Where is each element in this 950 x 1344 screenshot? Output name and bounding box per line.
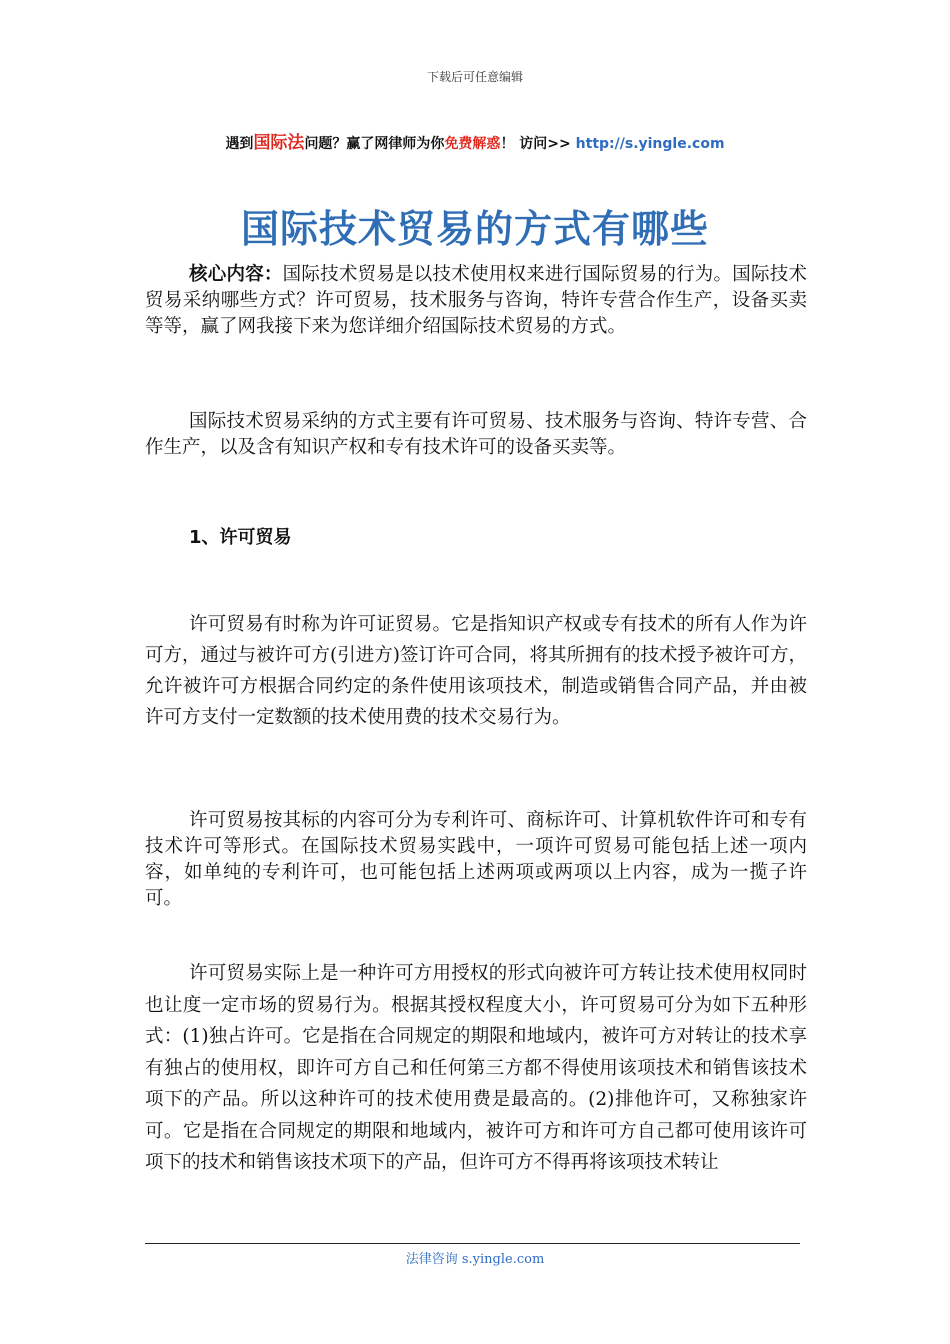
promo-text-2: 问题？赢了网律师为你 (304, 136, 445, 152)
intro-text: 国际技术贸易是以技术使用权来进行国际贸易的行为。国际技术贸易采纳哪些方式？许可贸易，技术服务与咨询，特许专营合作生产，设备买卖等等，赢了网我接下来为您详细介绍国际技术贸易的方式。 (145, 264, 807, 337)
promo-highlight-free: 免费解惑 (444, 136, 501, 152)
page-title: 国际技术贸易的方式有哪些 (240, 207, 709, 251)
footer-divider (145, 1243, 800, 1244)
paragraph-licensing-types: 许可贸易按其标的内容可分为专利许可、商标许可、计算机软件许可和专有技术许可等形式。在国际技术贸易实践中，一项许可贸易可能包括上述一项内容，如单纯的专利许可，也可能包括上述两项或两项以上内容，成为一揽子许可。 (145, 810, 807, 909)
paragraph-licensing-definition: 许可贸易有时称为许可证贸易。它是指知识产权或专有技术的所有人作为许可方，通过与被许可方(引进方)签订许可合同，将其所拥有的技术授予被许可方，允许被许可方根据合同约定的条件使用该项技术，制造或销售合同产品，并由被许可方支付一定数额的技术使用费的技术交易行为。 (145, 614, 807, 728)
download-note: 下载后可任意编辑 (426, 70, 523, 84)
promo-text-1: 遇到 (225, 136, 254, 152)
promo-highlight-law: 国际法 (253, 133, 305, 153)
promo-banner (0, 128, 950, 153)
footer-link[interactable]: 法律咨询 s.yingle.com (405, 1252, 545, 1267)
promo-text-3: ！ 访问>> (500, 136, 576, 152)
promo-link[interactable]: http://s.yingle.com (575, 136, 725, 152)
paragraph-licensing-forms: 许可贸易实际上是一种许可方用授权的形式向被许可方转让技术使用权同时也让度一定市场的贸易行为。根据其授权程度大小，许可贸易可分为如下五种形式：(1)独占许可。它是指在合同规定的期限和地域内，被许可方对转让的技术享有独占的使用权，即许可方自己和任何第三方都不得使用该项技术和销售该技术项下的产品。所以这种许可的技术使用费是最高的。(2)排他许可，又称独家许可。它是指在合同规定的期限和地域内，被许可方和许可方自己都可使用该许可项下的技术和销售该技术项下的产品，但许可方不得再将该项技术转让 (145, 963, 807, 1173)
paragraph-methods: 国际技术贸易采纳的方式主要有许可贸易、技术服务与咨询、特许专营、合作生产，以及含有知识产权和专有技术许可的设备买卖等。 (145, 411, 807, 458)
intro-label: 核心内容： (189, 264, 283, 285)
section-heading-licensing: 1、许可贸易 (189, 527, 292, 548)
intro-paragraph (145, 262, 807, 340)
